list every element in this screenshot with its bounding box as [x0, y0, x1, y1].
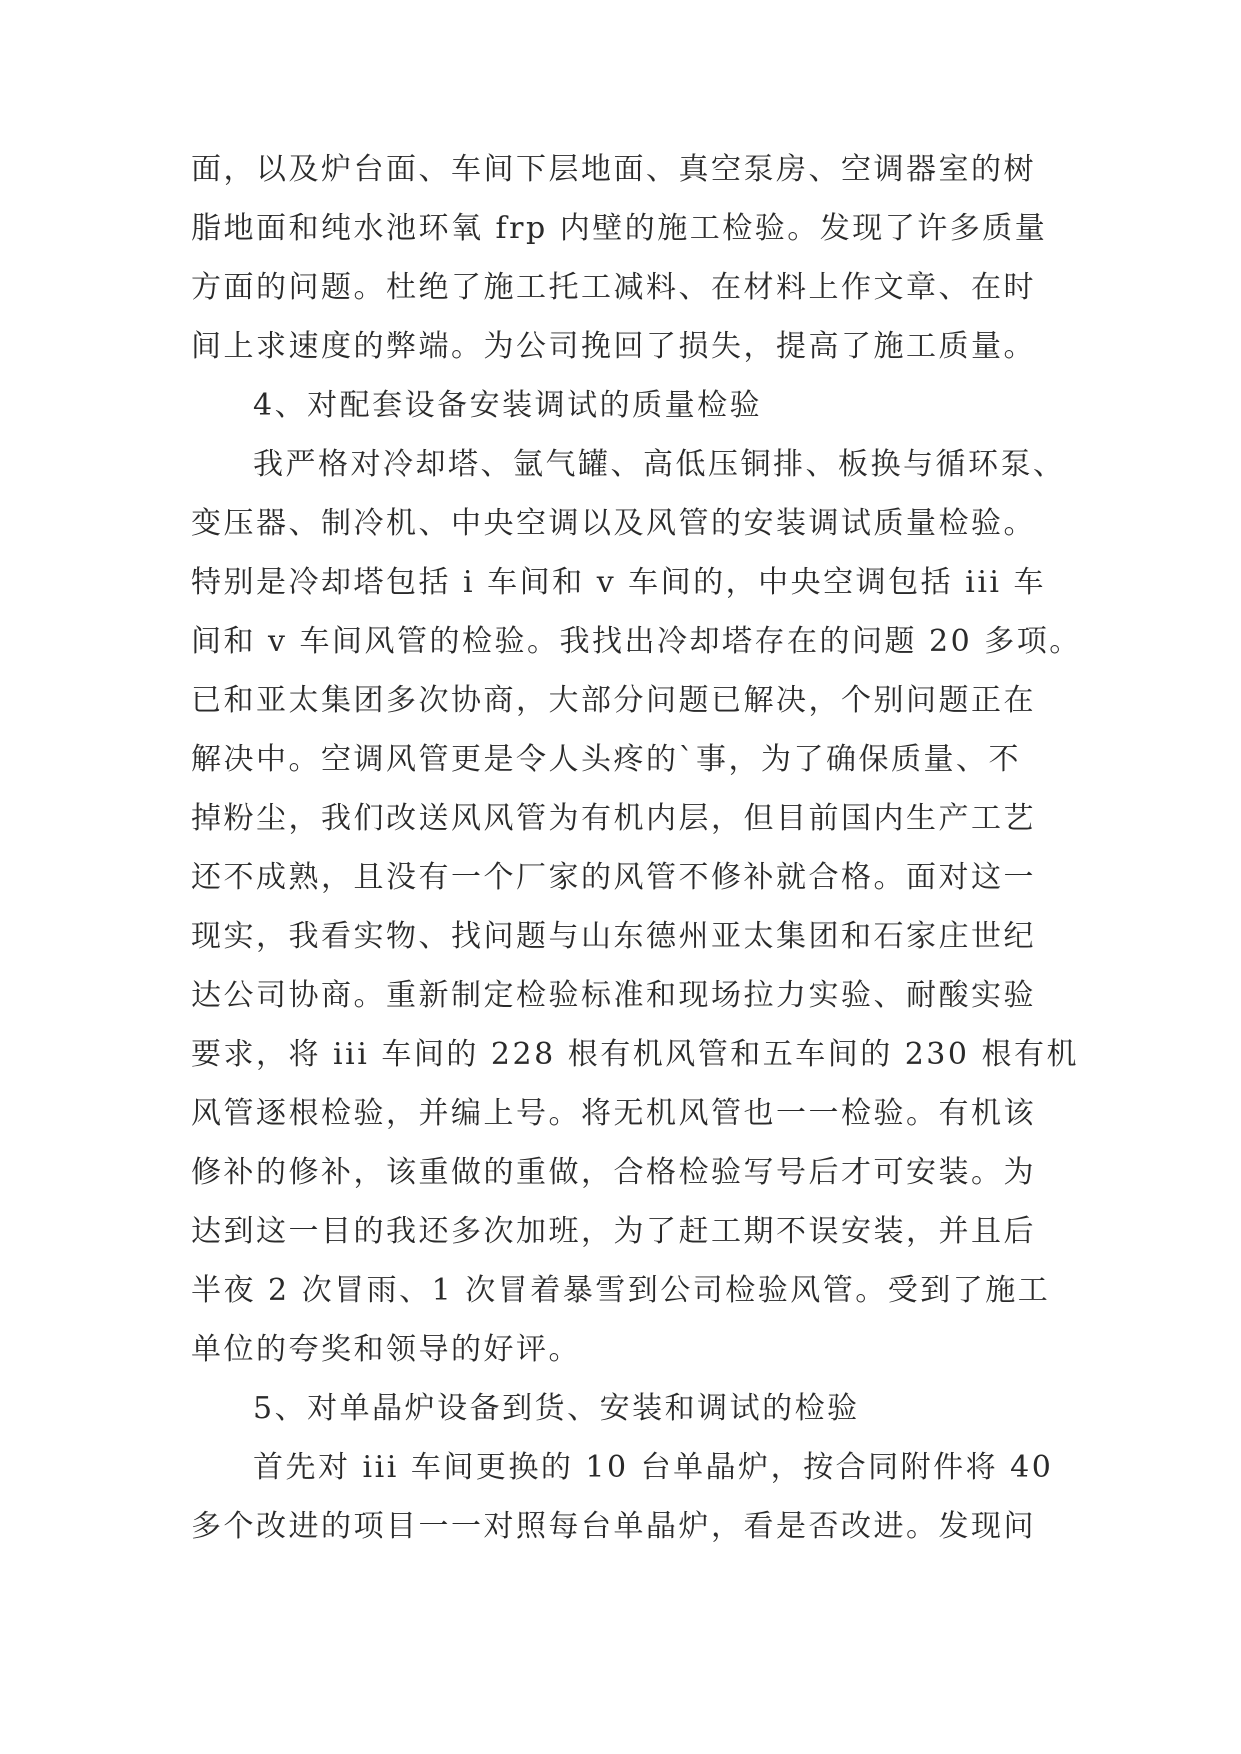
- text-line: 已和亚太集团多次协商，大部分问题已解决，个别问题正在: [191, 683, 1036, 718]
- text-line: 半夜 2 次冒雨、1 次冒着暴雪到公司检验风管。受到了施工: [191, 1273, 1051, 1308]
- text-line: 掉粉尘，我们改送风风管为有机内层，但目前国内生产工艺: [191, 801, 1036, 836]
- text-line: 还不成熟，且没有一个厂家的风管不修补就合格。面对这一: [191, 860, 1036, 895]
- text-line: 间和 v 车间风管的检验。我找出冷却塔存在的问题 20 多项。: [191, 624, 1082, 659]
- text-line: 多个改进的项目一一对照每台单晶炉，看是否改进。发现问: [191, 1509, 1036, 1544]
- text-line: 现实，我看实物、找问题与山东德州亚太集团和石家庄世纪: [191, 919, 1036, 954]
- text-line: 修补的修补，该重做的重做，合格检验写号后才可安装。为: [191, 1155, 1036, 1190]
- text-line: 风管逐根检验，并编上号。将无机风管也一一检验。有机该: [191, 1096, 1036, 1131]
- section-heading: 4、对配套设备安装调试的质量检验: [253, 388, 763, 423]
- text-line: 首先对 iii 车间更换的 10 台单晶炉，按合同附件将 40: [253, 1450, 1054, 1485]
- text-line: 我严格对冷却塔、氩气罐、高低压铜排、板换与循环泵、: [253, 447, 1066, 482]
- text-line: 变压器、制冷机、中央空调以及风管的安装调试质量检验。: [191, 506, 1036, 541]
- section-heading: 5、对单晶炉设备到货、安装和调试的检验: [253, 1391, 860, 1426]
- text-line: 解决中。空调风管更是令人头疼的`事，为了确保质量、不: [191, 742, 1021, 777]
- text-line: 特别是冷却塔包括 i 车间和 v 车间的，中央空调包括 iii 车: [191, 565, 1047, 600]
- text-line: 间上求速度的弊端。为公司挽回了损失，提高了施工质量。: [191, 329, 1036, 364]
- text-line: 要求，将 iii 车间的 228 根有机风管和五车间的 230 根有机: [191, 1037, 1080, 1072]
- text-line: 面，以及炉台面、车间下层地面、真空泵房、空调器室的树: [191, 152, 1036, 187]
- text-line: 脂地面和纯水池环氧 frp 内壁的施工检验。发现了许多质量: [191, 211, 1048, 246]
- text-line: 单位的夸奖和领导的好评。: [191, 1332, 581, 1367]
- text-line: 达公司协商。重新制定检验标准和现场拉力实验、耐酸实验: [191, 978, 1036, 1013]
- text-line: 达到这一目的我还多次加班，为了赶工期不误安装，并且后: [191, 1214, 1036, 1249]
- text-line: 方面的问题。杜绝了施工托工减料、在材料上作文章、在时: [191, 270, 1036, 305]
